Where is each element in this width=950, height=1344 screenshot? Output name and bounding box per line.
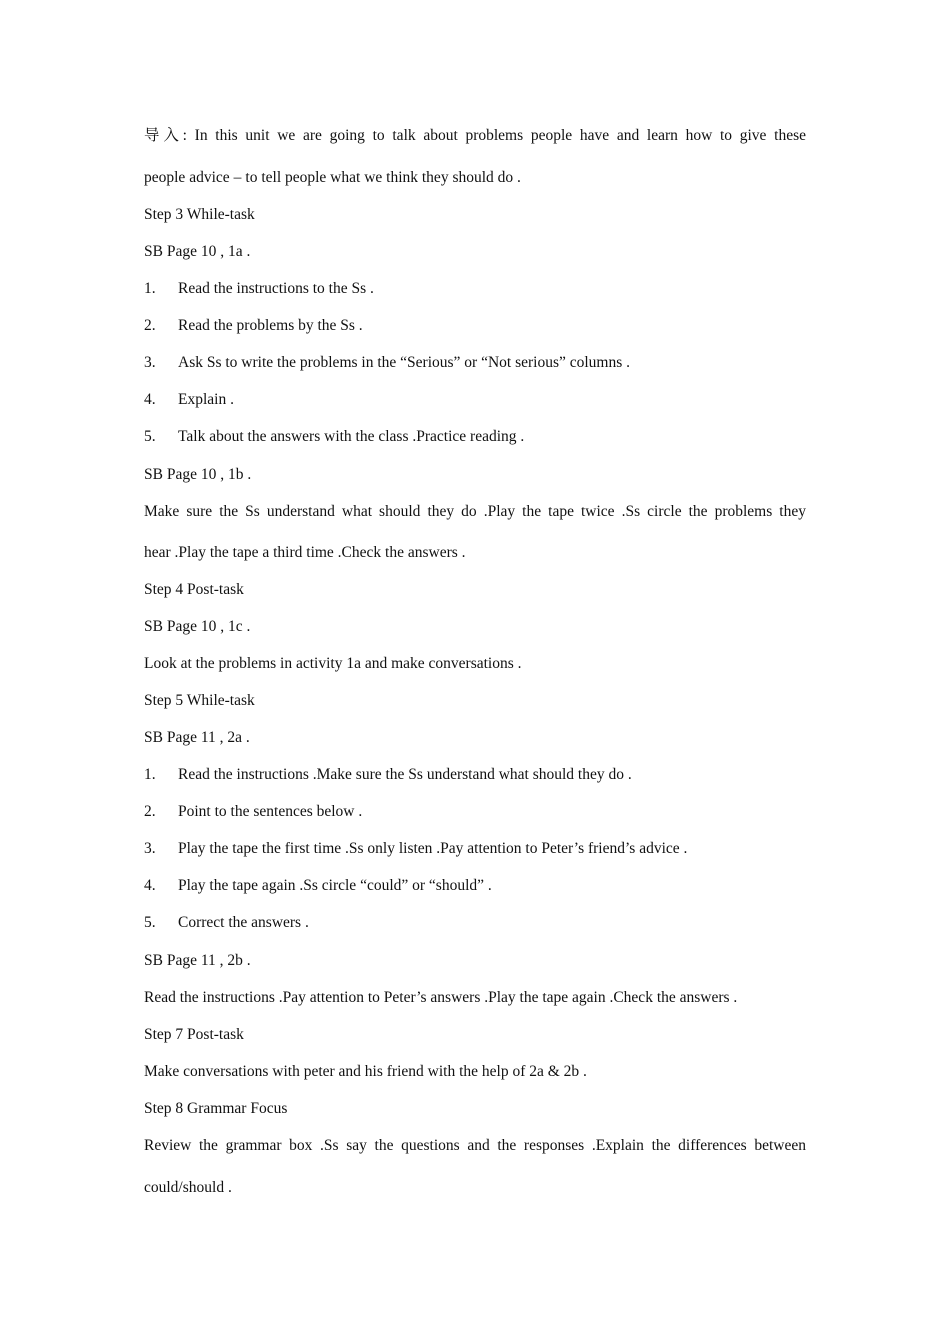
intro-text-2a: people advice — [144, 169, 230, 186]
list-text: Explain . — [178, 391, 234, 408]
step7-heading: Step 7 Post-task — [144, 1026, 244, 1043]
step5-sb-page-2: SB Page 11 , 2b . — [144, 952, 251, 969]
list-item — [144, 765, 806, 785]
list-text: Correct the answers . — [178, 914, 309, 931]
list-item — [144, 839, 806, 859]
step3-sb-page-2: SB Page 10 , 1b . — [144, 466, 252, 483]
list-text: Point to the sentences below . — [178, 803, 363, 820]
list-text: Ask Ss to write the problems in the “Serious” or “Not serious” columns . — [178, 354, 631, 371]
list-item — [144, 279, 806, 299]
list-number: 1. — [144, 766, 156, 783]
list-text: Talk about the answers with the class .Practice reading . — [178, 428, 525, 445]
list-number: 4. — [144, 391, 156, 408]
list-item — [144, 427, 806, 447]
intro-text-1: : In this unit we are going to talk about problems people have and learn how to give these — [182, 127, 806, 144]
list-number: 2. — [144, 803, 156, 820]
step5-paragraph: Read the instructions .Pay attention to Peter’s answers .Play the tape again .Check the answers . — [144, 989, 738, 1006]
step8-paragraph-line-2: could/should . — [144, 1179, 232, 1196]
list-text: Play the tape again .Ss circle “could” or “should” . — [178, 877, 492, 894]
list-number: 2. — [144, 317, 156, 334]
intro-label: 导入 — [144, 127, 183, 144]
step5-heading: Step 5 While-task — [144, 692, 255, 709]
step7-paragraph: Make conversations with peter and his friend with the help of 2a & 2b . — [144, 1063, 587, 1080]
step3-heading: Step 3 While-task — [144, 206, 255, 223]
list-number: 1. — [144, 280, 156, 297]
list-number: 3. — [144, 354, 156, 371]
step3-paragraph-line-1: Make sure the Ss understand what should they do .Play the tape twice .Ss circle the problems they — [144, 503, 806, 520]
intro-line-2 — [144, 168, 806, 188]
step5-sb-page: SB Page 11 , 2a . — [144, 729, 250, 746]
step4-sb-page: SB Page 10 , 1c . — [144, 618, 251, 635]
list-text: Read the instructions .Make sure the Ss understand what should they do . — [178, 766, 632, 783]
list-number: 5. — [144, 428, 156, 445]
list-number: 5. — [144, 914, 156, 931]
list-text: Play the tape the first time .Ss only listen .Pay attention to Peter’s friend’s advice . — [178, 840, 688, 857]
step8-paragraph-line-1: Review the grammar box .Ss say the questions and the responses .Explain the differences between — [144, 1137, 806, 1154]
list-number: 3. — [144, 840, 156, 857]
step3-sb-page: SB Page 10 , 1a . — [144, 243, 251, 260]
step3-paragraph-line-2: hear .Play the tape a third time .Check the answers . — [144, 544, 466, 561]
list-item — [144, 390, 806, 410]
list-number: 4. — [144, 877, 156, 894]
intro-dash: – — [233, 169, 242, 186]
step4-heading: Step 4 Post-task — [144, 581, 244, 598]
list-item — [144, 876, 806, 896]
list-text: Read the problems by the Ss . — [178, 317, 363, 334]
list-item — [144, 802, 806, 822]
step8-heading: Step 8 Grammar Focus — [144, 1100, 288, 1117]
intro-text-2b: to tell people what we think they should do . — [245, 169, 521, 186]
step4-paragraph: Look at the problems in activity 1a and make conversations . — [144, 655, 522, 672]
list-item — [144, 316, 806, 336]
list-text: Read the instructions to the Ss . — [178, 280, 374, 297]
intro-line-1 — [144, 126, 806, 146]
list-item — [144, 353, 806, 373]
list-item — [144, 913, 806, 933]
